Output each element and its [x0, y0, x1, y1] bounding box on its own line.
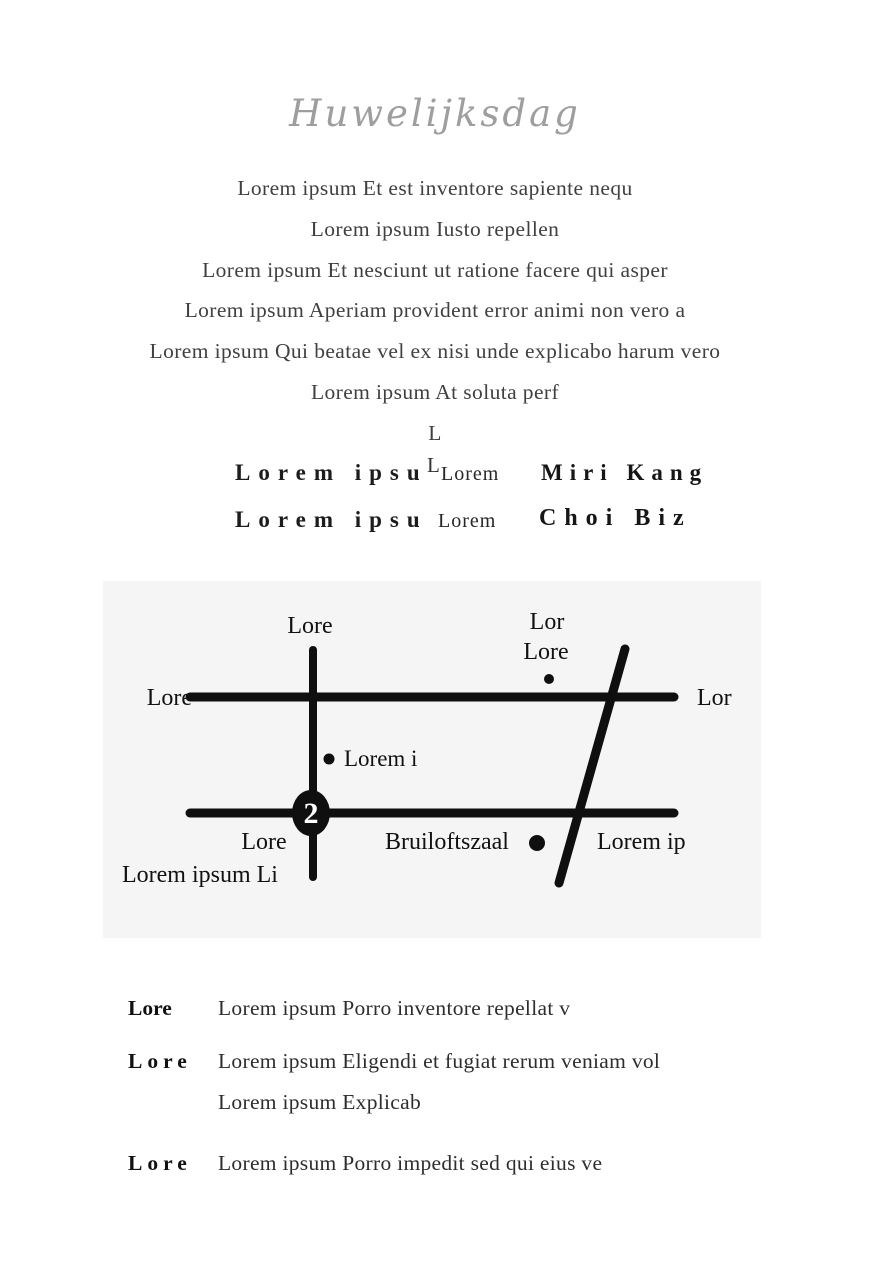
- poi-dot-mid: [324, 754, 335, 765]
- map-label-upper-right-2: Lore: [523, 639, 569, 665]
- map-label-right-road: Lor: [697, 685, 732, 711]
- names-row-regular-label: Lorem: [441, 463, 500, 485]
- names-row-bold-label: Lorem ipsu: [235, 507, 428, 532]
- detail-text-3: Lorem ipsum Porro impedit sed qui eius ve: [218, 1151, 603, 1175]
- intro-line: Lorem ipsum Aperiam provident error animi non vero a: [184, 298, 686, 323]
- intro-line: Lorem ipsum At soluta perf: [310, 379, 560, 404]
- intro-line: Lorem ipsum Iusto repellen: [310, 216, 560, 241]
- map-label-mid-poi: Lorem i: [344, 746, 418, 771]
- names-row-bride: [0, 507, 870, 541]
- intro-line: Lorem ipsum Et est inventore sapiente nequ: [237, 176, 633, 200]
- names-row-regular-label: Lorem: [438, 510, 497, 532]
- venue-dot: [529, 835, 545, 851]
- detail-label-3: Lore: [128, 1151, 192, 1175]
- detail-label-2: Lore: [128, 1049, 192, 1073]
- map-label-left-road: Lore: [146, 685, 192, 711]
- detail-label-1: Lore: [128, 996, 172, 1020]
- intro-line: Lorem ipsum Et nesciunt ut ratione facere qui asper: [202, 257, 668, 282]
- map-label-top-road: Lore: [287, 613, 333, 639]
- map-label-upper-right-1: Lor: [529, 609, 565, 635]
- detail-text-1: Lorem ipsum Porro inventore repellat v: [218, 996, 571, 1020]
- page-title: Huwelijksdag: [289, 92, 581, 135]
- intro-line: L: [428, 420, 442, 445]
- poi-dot-upper: [544, 674, 554, 684]
- names-row-superscript: L: [427, 453, 440, 477]
- map-label-lower-right: Lorem ip: [597, 829, 686, 855]
- person-name: Choi Biz: [539, 505, 692, 531]
- intro-line: Lorem ipsum Qui beatae vel ex nisi unde explicabo harum vero: [149, 339, 721, 364]
- detail-text-2b: Lorem ipsum Explicab: [218, 1090, 422, 1114]
- person-name: Miri Kang: [541, 460, 709, 485]
- detail-text-2a: Lorem ipsum Eligendi et fugiat rerum veniam vol: [218, 1049, 661, 1073]
- intro-paragraph: [0, 168, 870, 454]
- map-label-below-junction: Lore: [241, 829, 287, 855]
- map-label-bottom-left: Lorem ipsum Li: [122, 862, 278, 888]
- map-label-venue: Bruiloftszaal: [385, 829, 509, 855]
- names-row-bold-label: Lorem ipsu: [235, 460, 428, 485]
- names-row-groom: [0, 453, 870, 494]
- venue-map: [103, 581, 761, 938]
- junction-badge-number: 2: [303, 797, 319, 830]
